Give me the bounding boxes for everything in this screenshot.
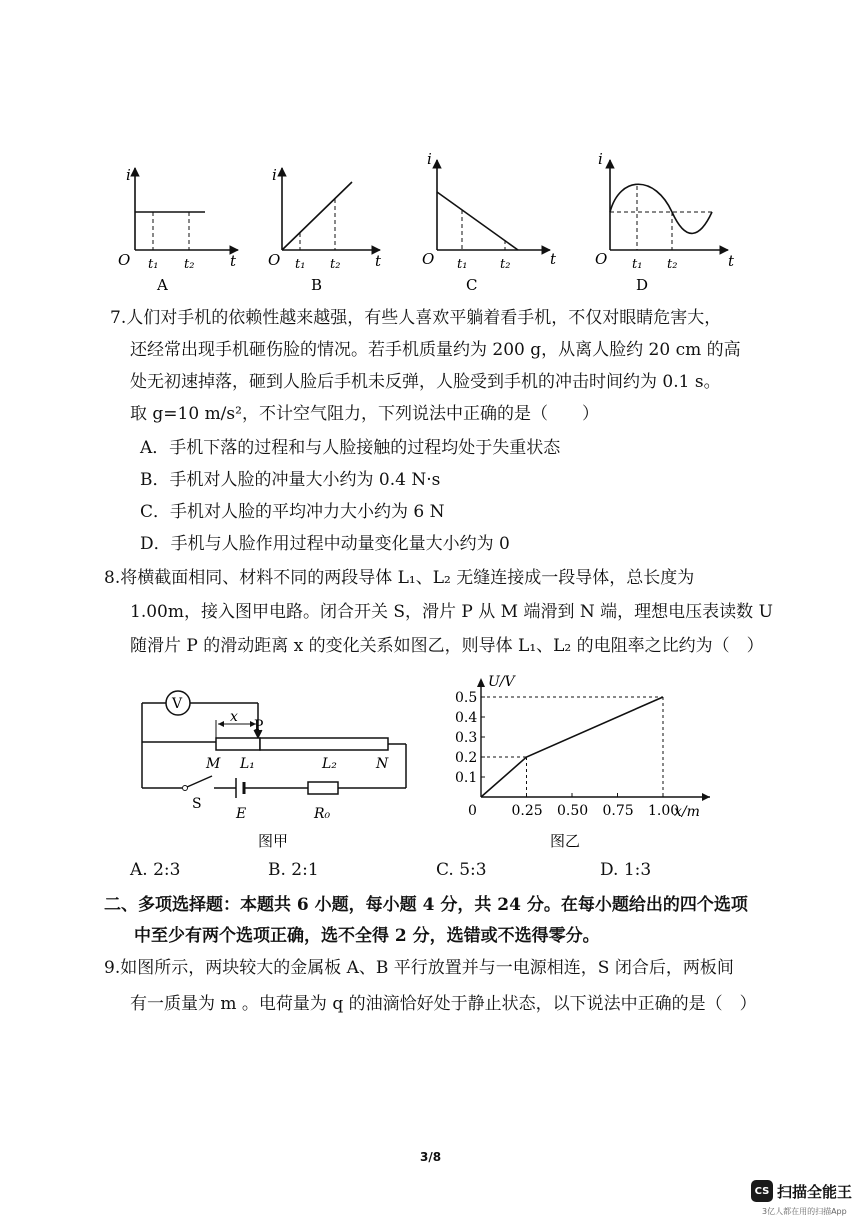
x-tick-label: 0.25	[511, 803, 543, 819]
q7-option-c: C．手机对人脸的平均冲力大小约为 6 N	[140, 502, 445, 522]
graph-b-axis-t: t	[375, 252, 382, 270]
graph-d-axis-t: t	[728, 252, 735, 270]
q8-line-3: 随滑片 P 的滑动距离 x 的变化关系如图乙，则导体 L₁、L₂ 的电阻率之比约为（ ）	[130, 636, 764, 656]
q7-line-4: 取 g=10 m/s²，不计空气阻力，下列说法中正确的是（ ）	[130, 404, 599, 424]
q7-option-b: B．手机对人脸的冲量大小约为 0.4 N·s	[140, 470, 441, 490]
x-tick-label: 1.00	[648, 803, 680, 819]
label-l2: L₂	[322, 756, 337, 772]
graph-b-t2: t₂	[330, 257, 341, 272]
graph-a-t2: t₂	[184, 257, 195, 272]
scanner-logo-badge: CS	[751, 1180, 773, 1202]
y-tick-label: 0.2	[455, 750, 478, 766]
section2-line-2: 中至少有两个选项正确，选不全得 2 分，选错或不选得零分。	[134, 926, 600, 946]
chart-origin: 0	[468, 803, 477, 819]
graph-c	[422, 150, 557, 294]
graph-c-axis-t: t	[550, 250, 557, 268]
graph-a-axis-t: t	[230, 252, 237, 270]
q8-option-b: B. 2:1	[268, 860, 319, 880]
graph-b-axis-i: i	[272, 166, 277, 184]
mini-graphs	[0, 0, 867, 300]
data-line	[481, 697, 663, 797]
scanner-tagline: 3亿人都在用的扫描App	[762, 1207, 847, 1216]
graph-b-label: B	[311, 276, 323, 294]
y-tick-label: 0.3	[455, 730, 478, 746]
q8-option-c: C. 5:3	[436, 860, 487, 880]
graph-d-axis-i: i	[598, 150, 603, 168]
circuit-x-label: x	[230, 709, 238, 725]
q7-option-d: D．手机与人脸作用过程中动量变化量大小约为 0	[140, 534, 510, 554]
q7-option-a: A．手机下落的过程和与人脸接触的过程均处于失重状态	[140, 438, 561, 458]
slider-label: P	[254, 718, 264, 734]
switch-label: S	[192, 796, 202, 812]
graph-d-t2: t₂	[667, 257, 678, 272]
graph-a	[118, 166, 238, 294]
graph-c-axis-i: i	[427, 150, 432, 168]
graph-a-label: A	[157, 276, 168, 294]
graph-b-t1: t₁	[295, 257, 306, 272]
resistor-label: R₀	[314, 806, 331, 822]
x-tick-label: 0.75	[602, 803, 634, 819]
end-m: M	[206, 756, 221, 772]
conductor-l2	[260, 738, 388, 750]
circuit-diagram	[130, 680, 420, 860]
section2-line-1: 二、多项选择题：本题共 6 小题，每小题 4 分，共 24 分。在每小题给出的四个选项	[104, 895, 748, 915]
circuit-caption: 图甲	[258, 832, 289, 850]
graph-d-t1: t₁	[632, 257, 643, 272]
q8-line-1: 8.将横截面相同、材料不同的两段导体 L₁、L₂ 无缝连接成一段导体，总长度为	[104, 568, 695, 588]
x-tick-label: 0.50	[557, 803, 589, 819]
graph-c-line	[437, 192, 518, 250]
battery-label: E	[236, 806, 247, 822]
chart-xlabel: x/m	[674, 804, 700, 820]
graph-a-origin: O	[118, 251, 131, 269]
q9-line-2: 有一质量为 m 。电荷量为 q 的油滴恰好处于静止状态，以下说法中正确的是（ ）	[130, 994, 757, 1014]
y-tick-label: 0.5	[455, 690, 478, 706]
graph-d	[595, 150, 735, 294]
q8-option-a: A. 2:3	[130, 860, 181, 880]
graph-b-line	[282, 182, 352, 250]
graph-a-t1: t₁	[148, 257, 159, 272]
graph-b	[268, 166, 382, 294]
y-tick-label: 0.1	[455, 770, 478, 786]
graph-c-label: C	[466, 276, 478, 294]
graph-d-label: D	[636, 276, 649, 294]
ux-chart	[430, 660, 720, 860]
graph-c-origin: O	[422, 250, 435, 268]
graph-d-sine	[610, 184, 712, 233]
q7-line-2: 还经常出现手机砸伤脸的情况。若手机质量约为 200 g，从离人脸约 20 cm 的高	[130, 340, 741, 360]
graph-c-t2: t₂	[500, 257, 511, 272]
graph-a-axis-i: i	[126, 166, 131, 184]
graph-c-t1: t₁	[457, 257, 468, 272]
q8-option-d: D. 1:3	[600, 860, 652, 880]
scanner-brand: 扫描全能王	[777, 1183, 853, 1201]
y-tick-label: 0.4	[455, 710, 478, 726]
switch-s	[187, 776, 212, 787]
conductor-l1	[216, 738, 260, 750]
voltmeter-label: V	[172, 696, 183, 712]
end-n: N	[376, 756, 389, 772]
chart-caption: 图乙	[550, 832, 581, 850]
graph-b-origin: O	[268, 251, 281, 269]
graph-d-origin: O	[595, 250, 608, 268]
q7-line-1: 7.人们对手机的依赖性越来越强，有些人喜欢平躺着看手机，不仅对眼睛危害大，	[110, 308, 722, 328]
q9-line-1: 9.如图所示，两块较大的金属板 A、B 平行放置并与一电源相连，S 闭合后，两板间	[104, 958, 734, 978]
label-l1: L₁	[240, 756, 255, 772]
chart-ylabel: U/V	[488, 674, 515, 690]
page-number: 3/8	[420, 1150, 442, 1164]
q7-line-3: 处无初速掉落，砸到人脸后手机未反弹，人脸受到手机的冲击时间约为 0.1 s。	[130, 372, 721, 392]
resistor-r0	[308, 782, 338, 794]
q8-line-2: 1.00m，接入图甲电路。闭合开关 S，滑片 P 从 M 端滑到 N 端，理想电压表读数 U	[130, 602, 773, 622]
